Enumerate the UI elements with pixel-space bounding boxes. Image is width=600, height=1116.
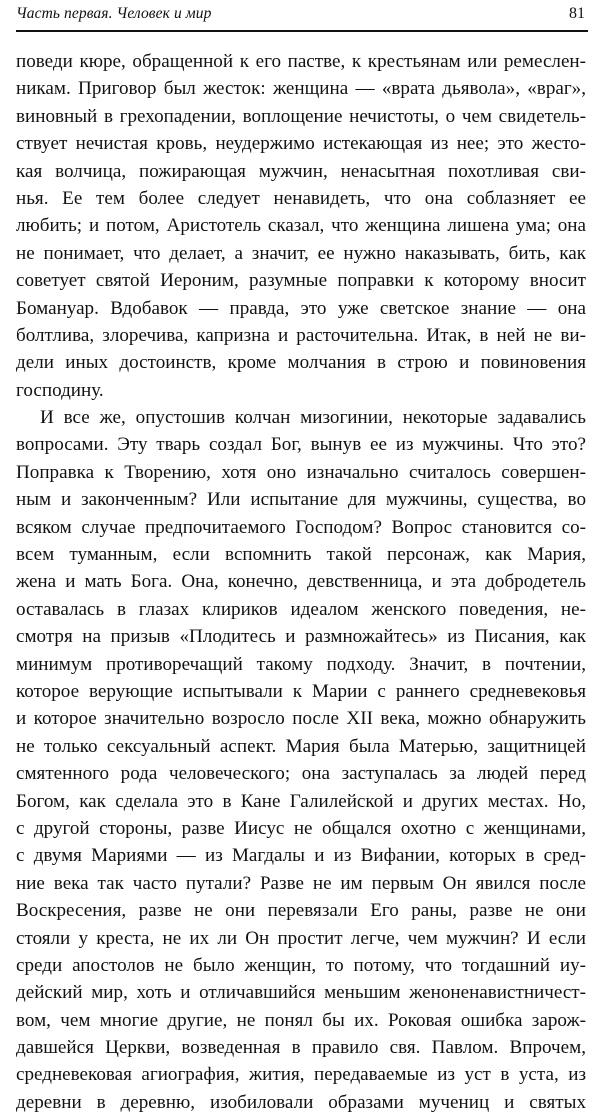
text-line: с двумя Мариями — из Магдалы и из Вифании, которых в сред- [16,845,586,867]
text-line: жена и мать Бога. Она, конечно, девственница, и эта добродетель [16,571,586,593]
text-line: деревни в деревню, изобиловали образами мучениц и святых [16,1091,586,1113]
text-line: Бомануар. Вдобавок — правда, это уже светское знание — она [16,297,586,319]
text-line: смятенного рода человеческого; она заступалась за людей перед [16,763,586,785]
paragraph [16,48,586,404]
running-header [16,0,588,30]
text-line: не только сексуальный аспект. Мария была Матерью, защитницей [16,735,586,757]
header-rule [16,30,588,32]
text-line: ным и законченным? Или испытание для мужчины, существа, во [16,489,586,511]
text-line: которое верующие испытывали к Марии с раннего средневековья [16,680,586,702]
text-line: поведи кюре, обращенной к его пастве, к крестьянам или ремеслен- [16,51,586,72]
text-line: И все же, опустошив колчан мизогинии, некоторые задавались [40,407,586,429]
text-line: и которое значительно возросло после XII века, можно обнаружить [16,708,586,730]
text-line: вопросами. Эту тварь создал Бог, вынув ее из мужчины. Что это? [16,434,586,456]
text-line: с другой стороны, разве Иисус не общался охотно с женщинами, [16,817,586,839]
text-line: Поправка к Творению, хотя оно изначально считалось совершен- [16,461,586,483]
running-title: Часть первая. Человек и мир [16,5,212,22]
text-line: минимум противоречащий такому подходу. Значит, в почтении, [16,653,586,675]
text-line: нья. Ее тем более следует ненавидеть, что она соблазняет ее [16,187,586,209]
text-line: господину. [16,379,104,401]
text-line: любить; и потом, Аристотель сказал, что женщина лишена ума; она [16,215,586,237]
text-line: среди апостолов не было женщин, то потому, что тогдашний иу- [16,954,586,976]
text-line: виновный в грехопадении, воплощение нечистоты, о чем свидетель- [16,105,586,127]
text-line: никам. Приговор был жесток: женщина — «врата дьявола», «враг», [16,78,586,100]
text-line: не понимает, что делает, а значит, ее нужно наказывать, бить, как [16,242,586,264]
text-line: всяком случае предпочитаемого Господом? Вопрос становится со- [16,516,586,538]
text-line: ние века так часто путали? Разве не им первым Он явился после [16,872,586,894]
text-line: всем туманным, если вспомнить такой персонаж, как Мария, [16,544,586,566]
text-line: стояли у креста, не их ли Он простит легче, чем мужчин? И если [16,927,586,949]
text-line: давшейся Церкви, возведенная в правило свя. Павлом. Впрочем, [16,1037,586,1059]
text-line: Богом, как сделала это в Кане Галилейской и других местах. Но, [16,790,586,812]
text-line: кая волчица, пожирающая мужчин, ненасытная похотливая сви- [16,160,586,182]
text-line: средневековая агиография, жития, передаваемые из уст в уста, из [16,1064,586,1086]
body-text [16,48,586,1116]
text-line: дели иных достоинств, кроме молчания в строю и повиновения [16,352,586,374]
text-line: Воскресения, разве не они перевязали Его раны, разве не они [16,900,586,922]
text-line: ствует нечистая кровь, неудержимо истекающая из нее; это жесто- [16,133,586,155]
text-line: советует святой Иероним, разумные поправки к которому вносит [16,270,586,292]
text-line: оставалась в глазах клириков идеалом женского поведения, не- [16,598,586,620]
text-line: вом, чем многие другие, не понял бы их. Роковая ошибка зарож- [16,1009,586,1031]
text-line: дейский мир, хоть и отличавшийся меньшим женоненавистничест- [16,982,586,1004]
paragraph [16,404,586,1116]
page-number: 81 [569,5,585,22]
text-line: смотря на призыв «Плодитесь и размножайтесь» из Писания, как [16,626,586,648]
text-line: болтлива, злоречива, капризна и расточительна. Итак, в ней не ви- [16,324,586,346]
